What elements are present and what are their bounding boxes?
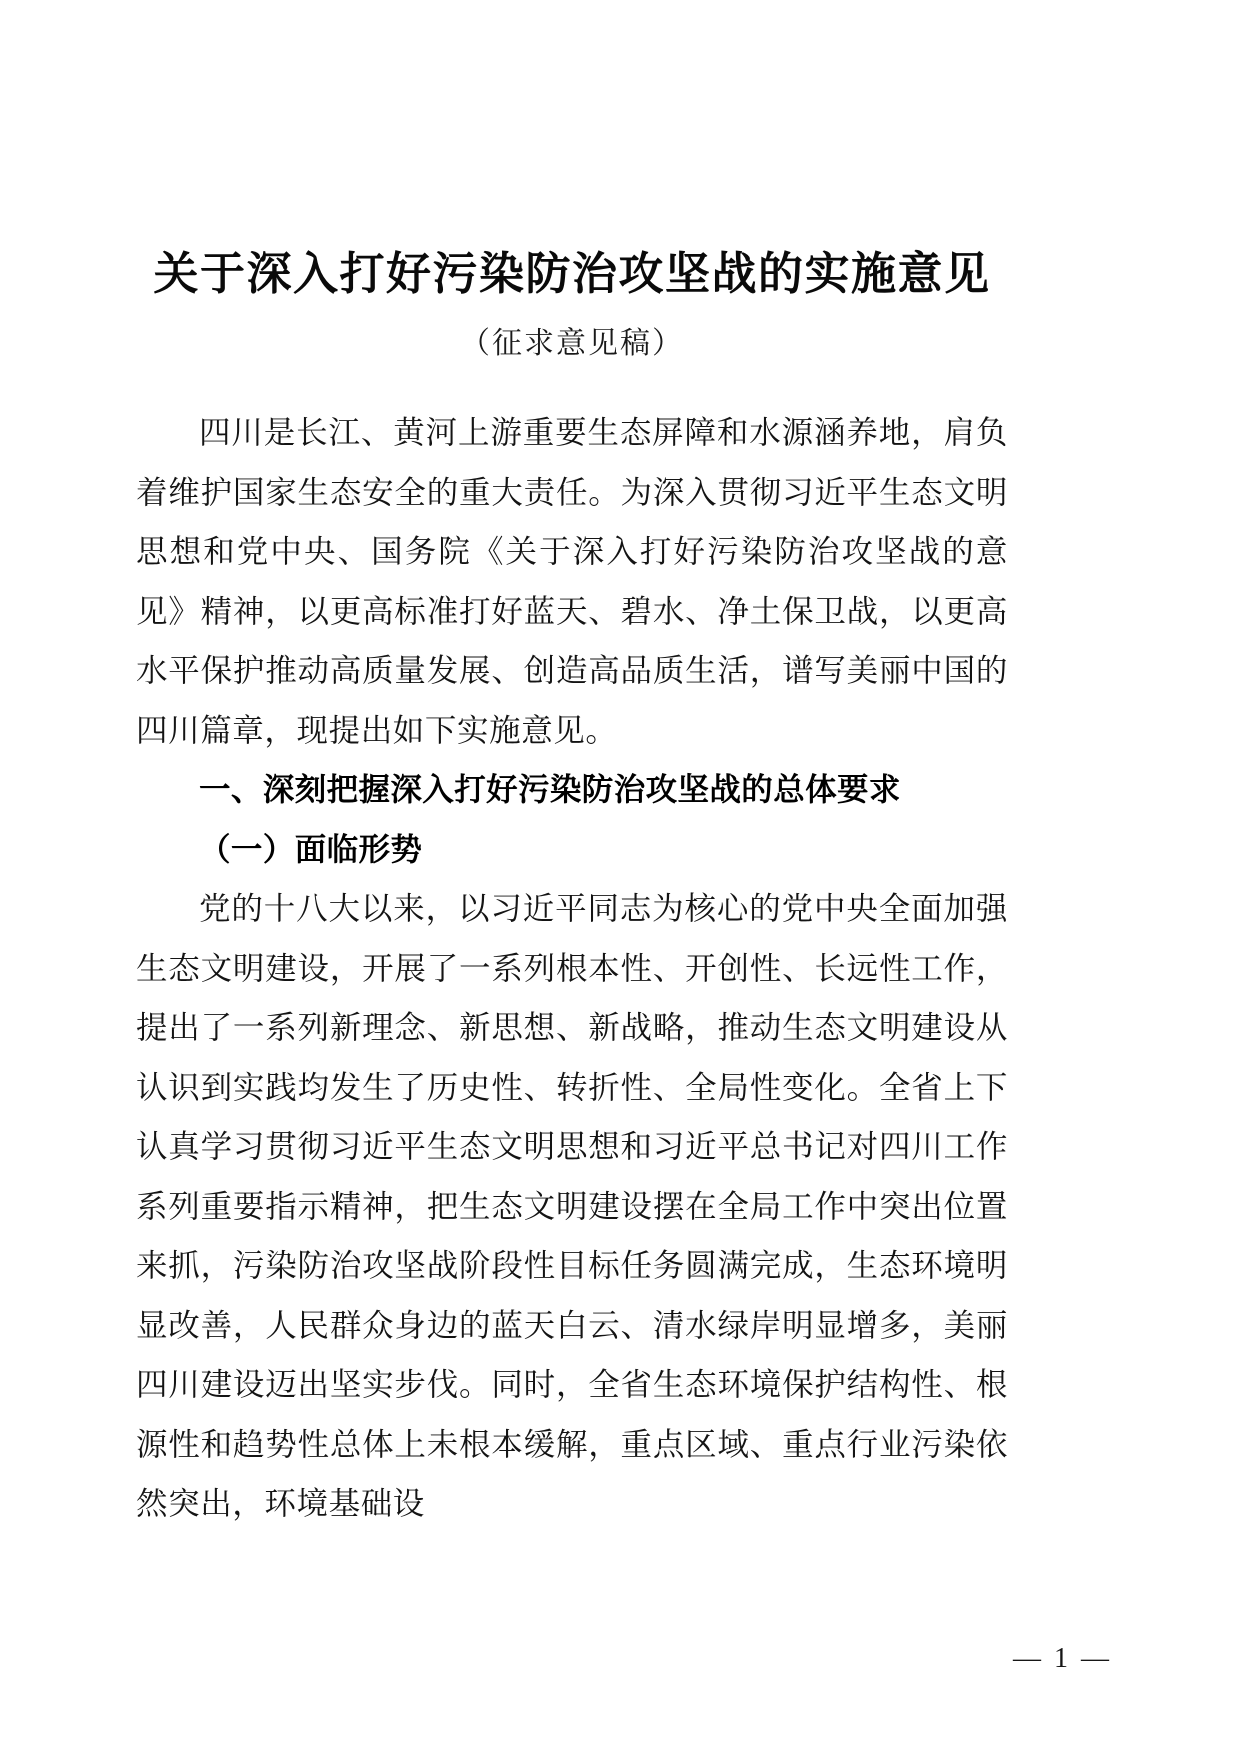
paragraph-situation: 党的十八大以来，以习近平同志为核心的党中央全面加强生态文明建设，开展了一系列根本性、开创性、长远性工作，提出了一系列新理念、新思想、新战略，推动生态文明建设从认识到实践均发生了历史性、转折性、全局性变化。全省上下认真学习贯彻习近平生态文明思想和习近平总书记对四川工作系列重要指示精神，把生态文明建设摆在全局工作中突出位置来抓，污染防治攻坚战阶段性目标任务圆满完成，生态环境明显改善，人民群众身边的蓝天白云、清水绿岸明显增多，美丽四川建设迈出坚实步伐。同时，全省生态环境保护结构性、根源性和趋势性总体上未根本缓解，重点区域、重点行业污染依然突出，环境基础设 (136, 891, 1008, 1522)
section-heading-one: 一、深刻把握深入打好污染防治攻坚战的总体要求 (199, 771, 901, 808)
document-content (136, 0, 1008, 1534)
subsection-heading-one-a: （一）面临形势 (199, 831, 423, 867)
page-number: — 1 — (1013, 1643, 1112, 1674)
document-subtitle: （征求意见稿） (460, 327, 684, 361)
paragraph-intro: 四川是长江、黄河上游重要生态屏障和水源涵养地，肩负着维护国家生态安全的重大责任。为深入贯彻习近平生态文明思想和党中央、国务院《关于深入打好污染防治攻坚战的意见》精神，以更高标准打好蓝天、碧水、净土保卫战，以更高水平保护推动高质量发展、创造高品质生活，谱写美丽中国的四川篇章，现提出如下实施意见。 (136, 415, 1008, 748)
document-body (136, 363, 1008, 1534)
document-title: 关于深入打好污染防治攻坚战的实施意见 (153, 249, 991, 299)
